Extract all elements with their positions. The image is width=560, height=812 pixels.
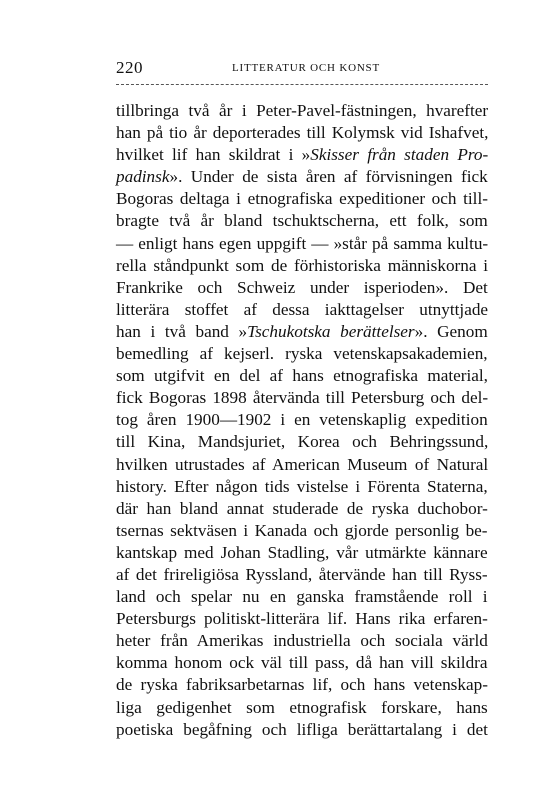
running-head: LITTERATUR OCH KONST: [232, 62, 380, 74]
italic-title: padinsk: [116, 167, 170, 187]
text-line: fick Bogoras 1898 återvända till Petersburg och del-: [116, 388, 489, 408]
text-line: — enligt hans egen uppgift — »står på samma kultu-: [116, 233, 489, 253]
text-line: padinsk». Under de sista åren af förvisningen fick: [116, 167, 488, 187]
text-line: tog åren 1900—1902 i en vetenskaplig expedition: [116, 410, 488, 430]
text-line: kantskap med Johan Stadling, vår utmärkte kännare: [116, 542, 488, 562]
text-line: litterära stoffet af dessa iakttagelser utnyttjade: [116, 299, 489, 319]
header-rule: [116, 84, 488, 85]
text-line: han på tio år deporterades till Kolymsk vid Ishafvet,: [116, 123, 489, 143]
text-line: som utgifvit en del af hans etnografiska material,: [116, 366, 488, 386]
text-line: Frankrike och Schweiz under isperioden». Det: [116, 277, 488, 297]
text-line: tillbringa två år i Peter-Pavel-fästningen, hvarefter: [116, 101, 489, 120]
text-line: land och spelar nu en ganska framstående roll i: [116, 587, 488, 607]
text-line: history. Efter någon tids vistelse i Förenta Staterna,: [116, 476, 488, 496]
text-line: han i två band »Tschukotska berättelser». Genom: [116, 321, 488, 341]
italic-title: Skisser från staden Pro-: [310, 145, 489, 165]
text-line: rella ståndpunkt som de förhistoriska människorna i: [116, 255, 489, 275]
page-header: [116, 58, 488, 80]
text-line: hvilken utrustades af American Museum of Natural: [116, 454, 489, 474]
text-line: af det frireligiösa Ryssland, återvände han till Ryss-: [116, 564, 488, 584]
page-number: 220: [116, 58, 143, 77]
text-line: bemedling af kejserl. ryska vetenskapsakademien,: [116, 344, 488, 364]
text-line: Petersburgs politiskt-litterära lif. Hans rika erfaren-: [116, 609, 488, 629]
body-text: [116, 100, 488, 741]
text-line: liga gedigenhet som etnografisk forskare, hans: [116, 697, 488, 717]
text-line: tsernas sektväsen i Kanada och gjorde personlig be-: [116, 520, 488, 540]
text-line: komma honom ock väl till pass, då han vill skildra: [116, 653, 488, 673]
italic-title: Tschukotska berättelser: [247, 321, 415, 341]
text-line: Bogoras deltaga i etnografiska expeditioner och till-: [116, 189, 488, 209]
text-line: bragte två år bland tschuktscherna, ett folk, som: [116, 211, 488, 231]
text-line: heter från Amerikas industriella och sociala värld: [116, 631, 488, 651]
text-line: hvilket lif han skildrat i »Skisser från staden Pro-: [116, 145, 489, 165]
text-line: till Kina, Mandsjuriet, Korea och Behringssund,: [116, 432, 489, 452]
text-line: poetiska begåfning och lifliga berättartalang i det: [116, 719, 488, 739]
text-line: de ryska fabriksarbetarnas lif, och hans vetenskap-: [116, 675, 488, 695]
text-line: där han bland annat studerade de ryska duchobor-: [116, 498, 488, 518]
